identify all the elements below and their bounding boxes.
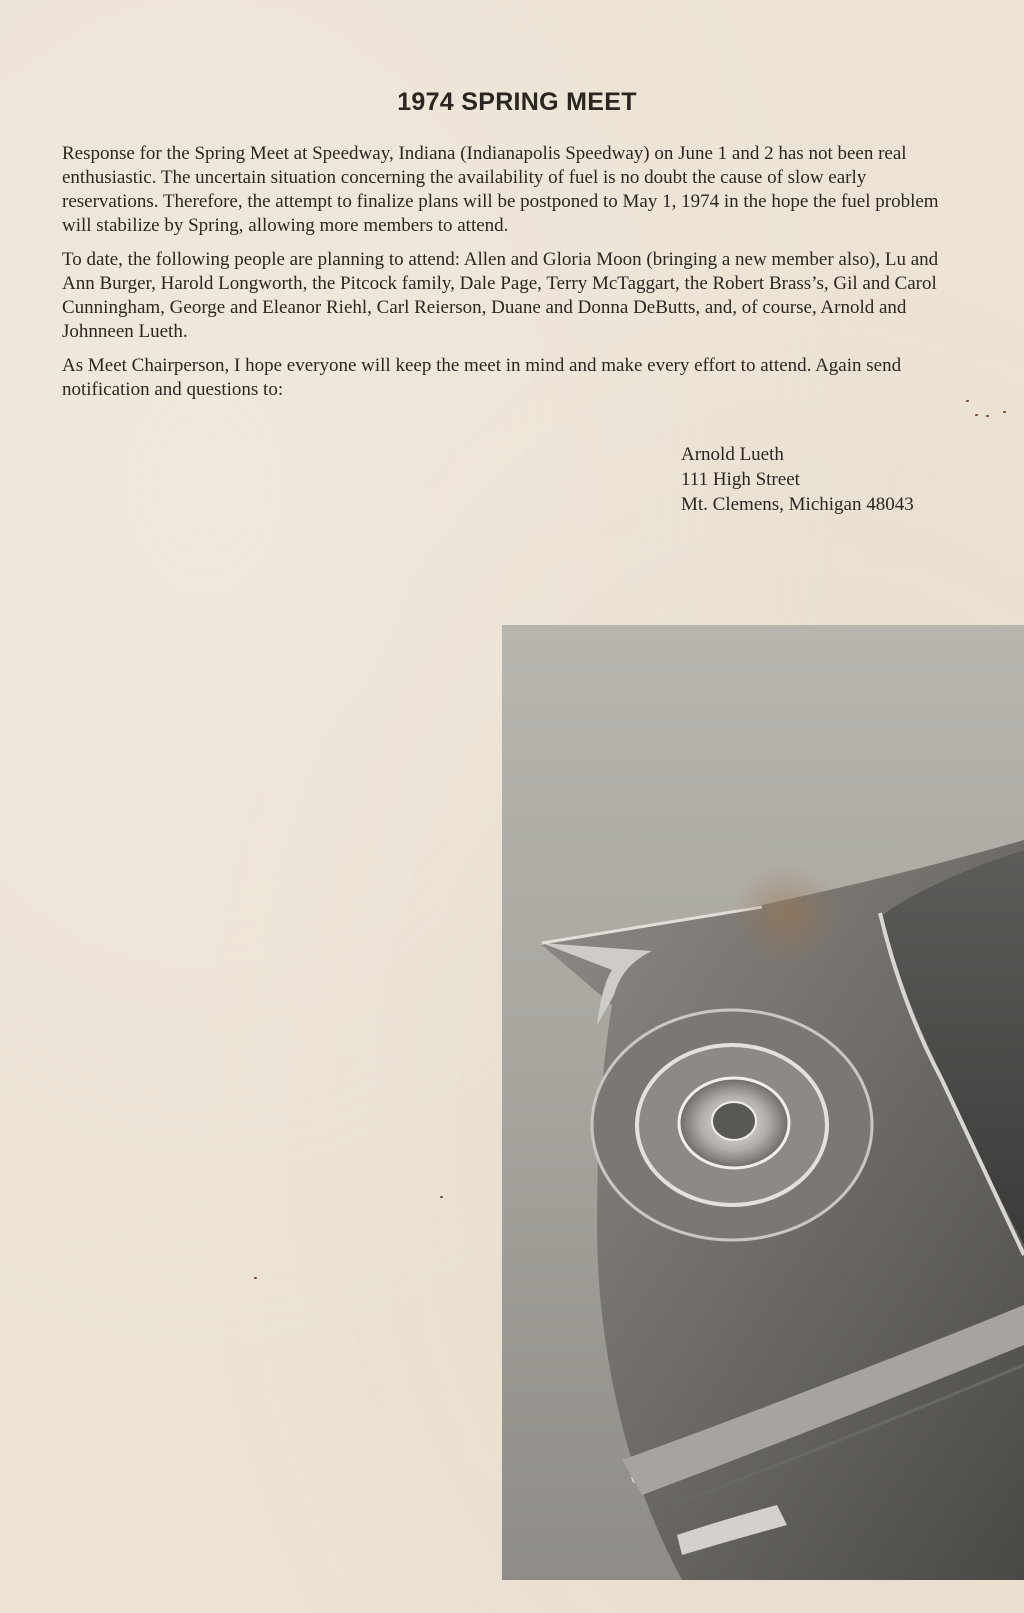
address-street: 111 High Street xyxy=(681,469,800,490)
paragraph-chairperson: As Meet Chairperson, I hope everyone will keep the meet in mind and make every effort to attend. Again send notification and questions to: xyxy=(62,355,902,400)
article-body xyxy=(62,142,962,412)
contact-address xyxy=(681,442,914,517)
paragraph-attendees: To date, the following people are planning to attend: Allen and Gloria Moon (bringing a new member also), Lu and Ann Burger, Harold Longworth, the Pitcock family, Dale Page, Terry McTaggart, the Robert Brass’s, Gil and Carol Cunningham, George and Eleanor Riehl, Carl Reierson, Duane and Donna DeButts, and, of course, Arnold and Johnneen Lueth. xyxy=(62,249,939,342)
address-city: Mt. Clemens, Michigan 48043 xyxy=(681,494,914,515)
article-title: 1974 SPRING MEET xyxy=(397,88,637,116)
car-illustration xyxy=(502,625,1024,1580)
car-photo xyxy=(502,625,1024,1580)
address-name: Arnold Lueth xyxy=(681,444,784,465)
paragraph-response: Response for the Spring Meet at Speedway, Indiana (Indianapolis Speedway) on June 1 and 2 has not been real enthusiastic. The uncertain situation concerning the availability of fuel is no doubt the cause of slow early reservations. Therefore, the attempt to finalize plans will be postponed to May 1, 1974 in the hope the fuel problem will stabilize by Spring, allowing more members to attend. xyxy=(62,143,939,236)
